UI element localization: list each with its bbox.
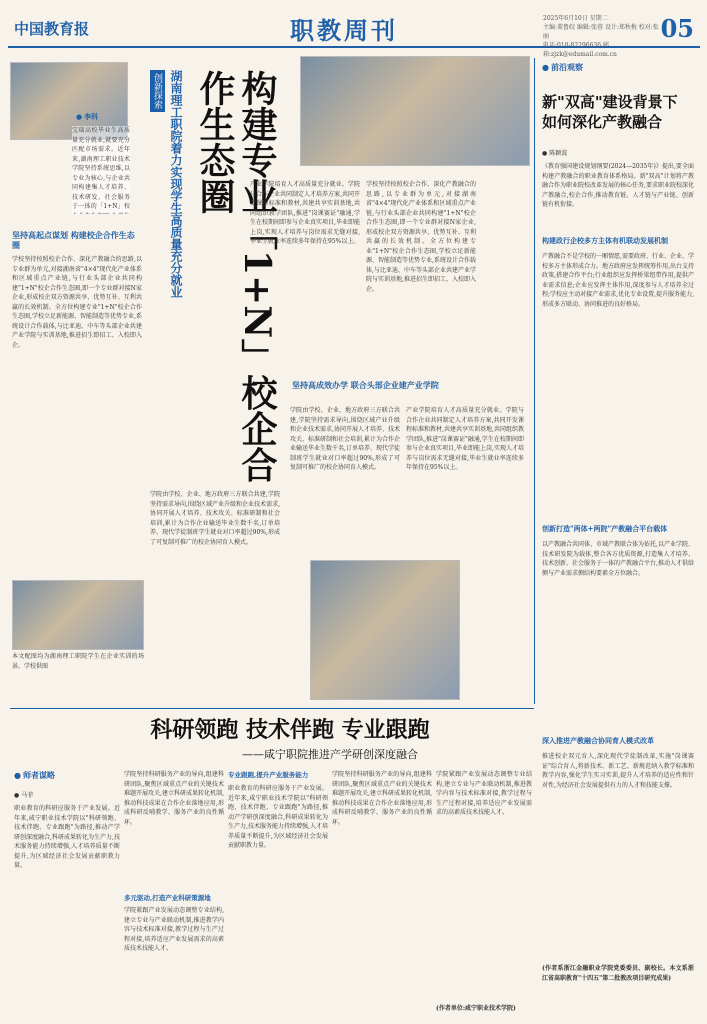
body-text-5: 学院由学校、企业、地方政府三方联合共建,学院坚持需求导向,围绕区域产业升级和企业技术需求,协同开展人才培养、技术攻关、标准研制和社会培训,累计为合作企业输送毕业生数千名,订单培养、现代学徒制班学生就业对口率超过90%,形成了可复制可推广的校企协同育人模式。 (290, 407, 400, 471)
frontier-body-2: 产教融合不是学校的一厢情愿,需要政府、行业、企业、学校多方主体形成合力。地方政府应发挥统筹作用,出台支持政策,搭建合作平台;行业组织应发挥桥梁纽带作用,提供产业需求信息;企业应发挥主体作用,深度参与人才培养全过程;学校应主动对接产业需求,优化专业设置,提升服务能力,形成多方联动、协同推进的良好格局。 (542, 253, 694, 308)
research-byline: (作者单位:咸宁职业技术学院) (436, 1005, 516, 1012)
section-masthead: 职教周刊 (290, 16, 398, 45)
brand-logo: 中国教育报 (14, 20, 90, 38)
frontier-body-1: 《教育强国建设规划纲要(2024—2035年)》提出,要全面构建产教融合的职业教育体系格局。新"双高"计划将产教融合作为职业院校改革发展的核心任务,要求职业院校深化产教融合,校企合作,推动教育链、人才链与产业链、创新链有机衔接。 (542, 163, 694, 208)
horizontal-rule (10, 708, 534, 709)
photo-caption: 本文配图均为湖南理工职院学生在企业实训的场景。学校供图 (12, 653, 144, 670)
frontier-tag: ● 前沿观察 (542, 62, 583, 73)
masthead-bar (8, 6, 700, 58)
frontier-heading-1: 构建政行企校多方主体有机联动发展机制 (542, 236, 668, 245)
body-text-1: 学校坚持按照校企合作、深化产教融合的思路,以专业群为单元,对接湖南省"4×4"现代化产业体系和区域重点产业链,与行业头部企业共同构建"1+N"校企合作生态圈,即一个专业群对接N家企业,形成校企双方资源共享、优势互补、互利共赢的长效机制。全方位构建专业"1+N"校企合作生态圈,学校立足新能源、智能制造等优势专业,系统设计合作载体,与比亚迪、中车等头部企业共建产业学院与实训基地,推进招生即招工、入校即入企。 (12, 256, 142, 349)
lede-paragraph: 宝瑞高校毕业生高质量充分就业,就要充分匹配市场需求。近年来,湖南理工职业技术学院坚持系统思维,以专业为核心,与企业共同构建集人才培养、技术研发、社会服务于一体的「1+N」校 (72, 126, 130, 214)
frontier-body-4: 推进校企双元育人,深化现代学徒制改革,实施"岗课赛证"综合育人,将新技术、新工艺、新规范纳入教学标准和教学内容,强化学生实习实训,提升人才培养的适应性和针对性,为经济社会发展提供有力的人才和技能支撑。 (542, 753, 694, 789)
frontier-author: ● 陈颖波 (542, 148, 567, 157)
research-heading-1: 多元驱动,打造产业科研策源地 (124, 894, 211, 902)
column-tag: 创新探索 (150, 70, 165, 112)
frontier-title: 新"双高"建设背景下如何深化产教融合 (542, 93, 678, 131)
body-text-2: 学院由学校、企业、地方政府三方联合共建,学院坚持需求导向,围绕区域产业升级和企业技术需求,协同开展人才培养、技术攻关、标准研制和社会培训,累计为合作企业输送毕业生数千名,订单培养、现代学徒制班学生就业对口率超过90%,形成了可复制可推广的校企协同育人模式。 (150, 491, 280, 546)
research-body-6: 学院紧跟产业发展动态调整专业结构,建立专业与产业联动机制,推进教学内容与技术标准对接,教学过程与生产过程对接,培养适应产业发展需求的高素质技术技能人才。 (436, 771, 532, 816)
body-text-3: 产业学院培育人才高质量充分就业。学院与合作企业共同制定人才培养方案,共同开发课程标准和教材,共建共享实训基地,共同组织教学团队,推进"岗课赛证"融通,学生在校期间即参与企业真实项目,毕业即能上岗,实现人才培养与岗位需求无缝对接,毕业生就业率连续多年保持在95%以上。 (250, 181, 360, 245)
page-number: 05 (660, 14, 694, 43)
section-heading-2: 坚持高成效办学 联合头部企业建产业学院 (292, 380, 439, 390)
photo-middle (310, 560, 460, 700)
research-heading-2: 专业跟跑,提升产业服务能力 (228, 771, 309, 779)
column-divider (534, 58, 535, 704)
article-subtitle: 湖南理工职院着力实现学生高质量充分就业 (169, 70, 183, 298)
frontier-heading-3: 深入推进产教融合协同育人模式改革 (542, 736, 654, 745)
research-body-4: 职业教育的科研应服务于产业发展。近年来,咸宁职业技术学院以"科研领跑、技术伴跑、专业跟跑"为路径,推动产学研创深度融合,科研成果转化为生产力,技术服务能力持续增强,人才培养质量不断提升,为区域经济社会发展贡献职教力量。 (228, 785, 328, 849)
research-subtitle: ——咸宁职院推进产学研创深度融合 (242, 748, 418, 761)
section-heading-1: 坚持高起点谋划 构建校企合作生态圈 (12, 230, 135, 250)
photo-top-center (300, 56, 530, 166)
research-body-5: 学院坚持科研服务产业的导向,组建科研团队,聚焦区域重点产业的关键技术难题开展攻关,建立科研成果转化机制,推动科技成果在合作企业落地应用,形成科研反哺教学、服务产业的良性循环。 (332, 771, 432, 826)
research-body-1: 职业教育的科研应服务于产业发展。近年来,咸宁职业技术学院以"科研领跑、技术伴跑、专业跟跑"为路径,推动产学研创深度融合,科研成果转化为生产力,技术服务能力持续增强,人才培养质量不断提升,为区域经济社会发展贡献职教力量。 (14, 805, 120, 869)
research-title: 科研领跑 技术伴跑 专业跟跑 (150, 717, 430, 743)
frontier-heading-2: 创新打造"两体+两院"产教融合平台载体 (542, 524, 668, 533)
research-author: ● 马菲 (14, 790, 33, 799)
research-body-3: 学院紧跟产业发展动态调整专业结构,建立专业与产业联动机制,推进教学内容与技术标准对接,教学过程与生产过程对接,培养适应产业发展需求的高素质技术技能人才。 (124, 907, 224, 952)
mentor-tag: ● 师者谋略 (14, 770, 55, 781)
frontier-byline: (作者系浙江金融职业学院党委委员、副校长。本文系浙江省高职教育"十四五"第二批教改项目研究成果) (542, 965, 694, 982)
photo-bottom-left (12, 580, 144, 650)
issue-info: 2025年6月10日 星期二 主编:董鲁皖 编辑:张蓉 设计:郑秋梅 校对:张丽 电话:010-82296636 邮箱:zjzk@edumail.com.cn (543, 15, 659, 58)
body-text-6: 产业学院培育人才高质量充分就业。学院与合作企业共同制定人才培养方案,共同开发课程标准和教材,共建共享实训基地,共同组织教学团队,推进"岗课赛证"融通,学生在校期间即参与企业真实项目,毕业即能上岗,实现人才培养与岗位需求无缝对接,毕业生就业率连续多年保持在95%以上。 (406, 407, 524, 471)
author-tag: ● 李科 (76, 112, 98, 122)
frontier-body-3: 以产教融合共同体、市域产教联合体为依托,以产业学院、技术研发院为载体,整合各方优质资源,打造集人才培养、技术创新、社会服务于一体的产教融合平台,推动人才供给侧与产业需求侧结构要素全方位融合。 (542, 541, 694, 577)
article-title: 构建专业「1+N」校企合作生态圈 (194, 70, 278, 483)
body-text-4: 学校坚持按照校企合作、深化产教融合的思路,以专业群为单元,对接湖南省"4×4"现代化产业体系和区域重点产业链,与行业头部企业共同构建"1+N"校企合作生态圈,即一个专业群对接N家企业,形成校企双方资源共享、优势互补、互利共赢的长效机制。全方位构建专业"1+N"校企合作生态圈,学校立足新能源、智能制造等优势专业,系统设计合作载体,与比亚迪、中车等头部企业共建产业学院与实训基地,推进招生即招工、入校即入企。 (366, 181, 476, 293)
research-body-2: 学院坚持科研服务产业的导向,组建科研团队,聚焦区域重点产业的关键技术难题开展攻关,建立科研成果转化机制,推动科技成果在合作企业落地应用,形成科研反哺教学、服务产业的良性循环。 (124, 771, 224, 826)
